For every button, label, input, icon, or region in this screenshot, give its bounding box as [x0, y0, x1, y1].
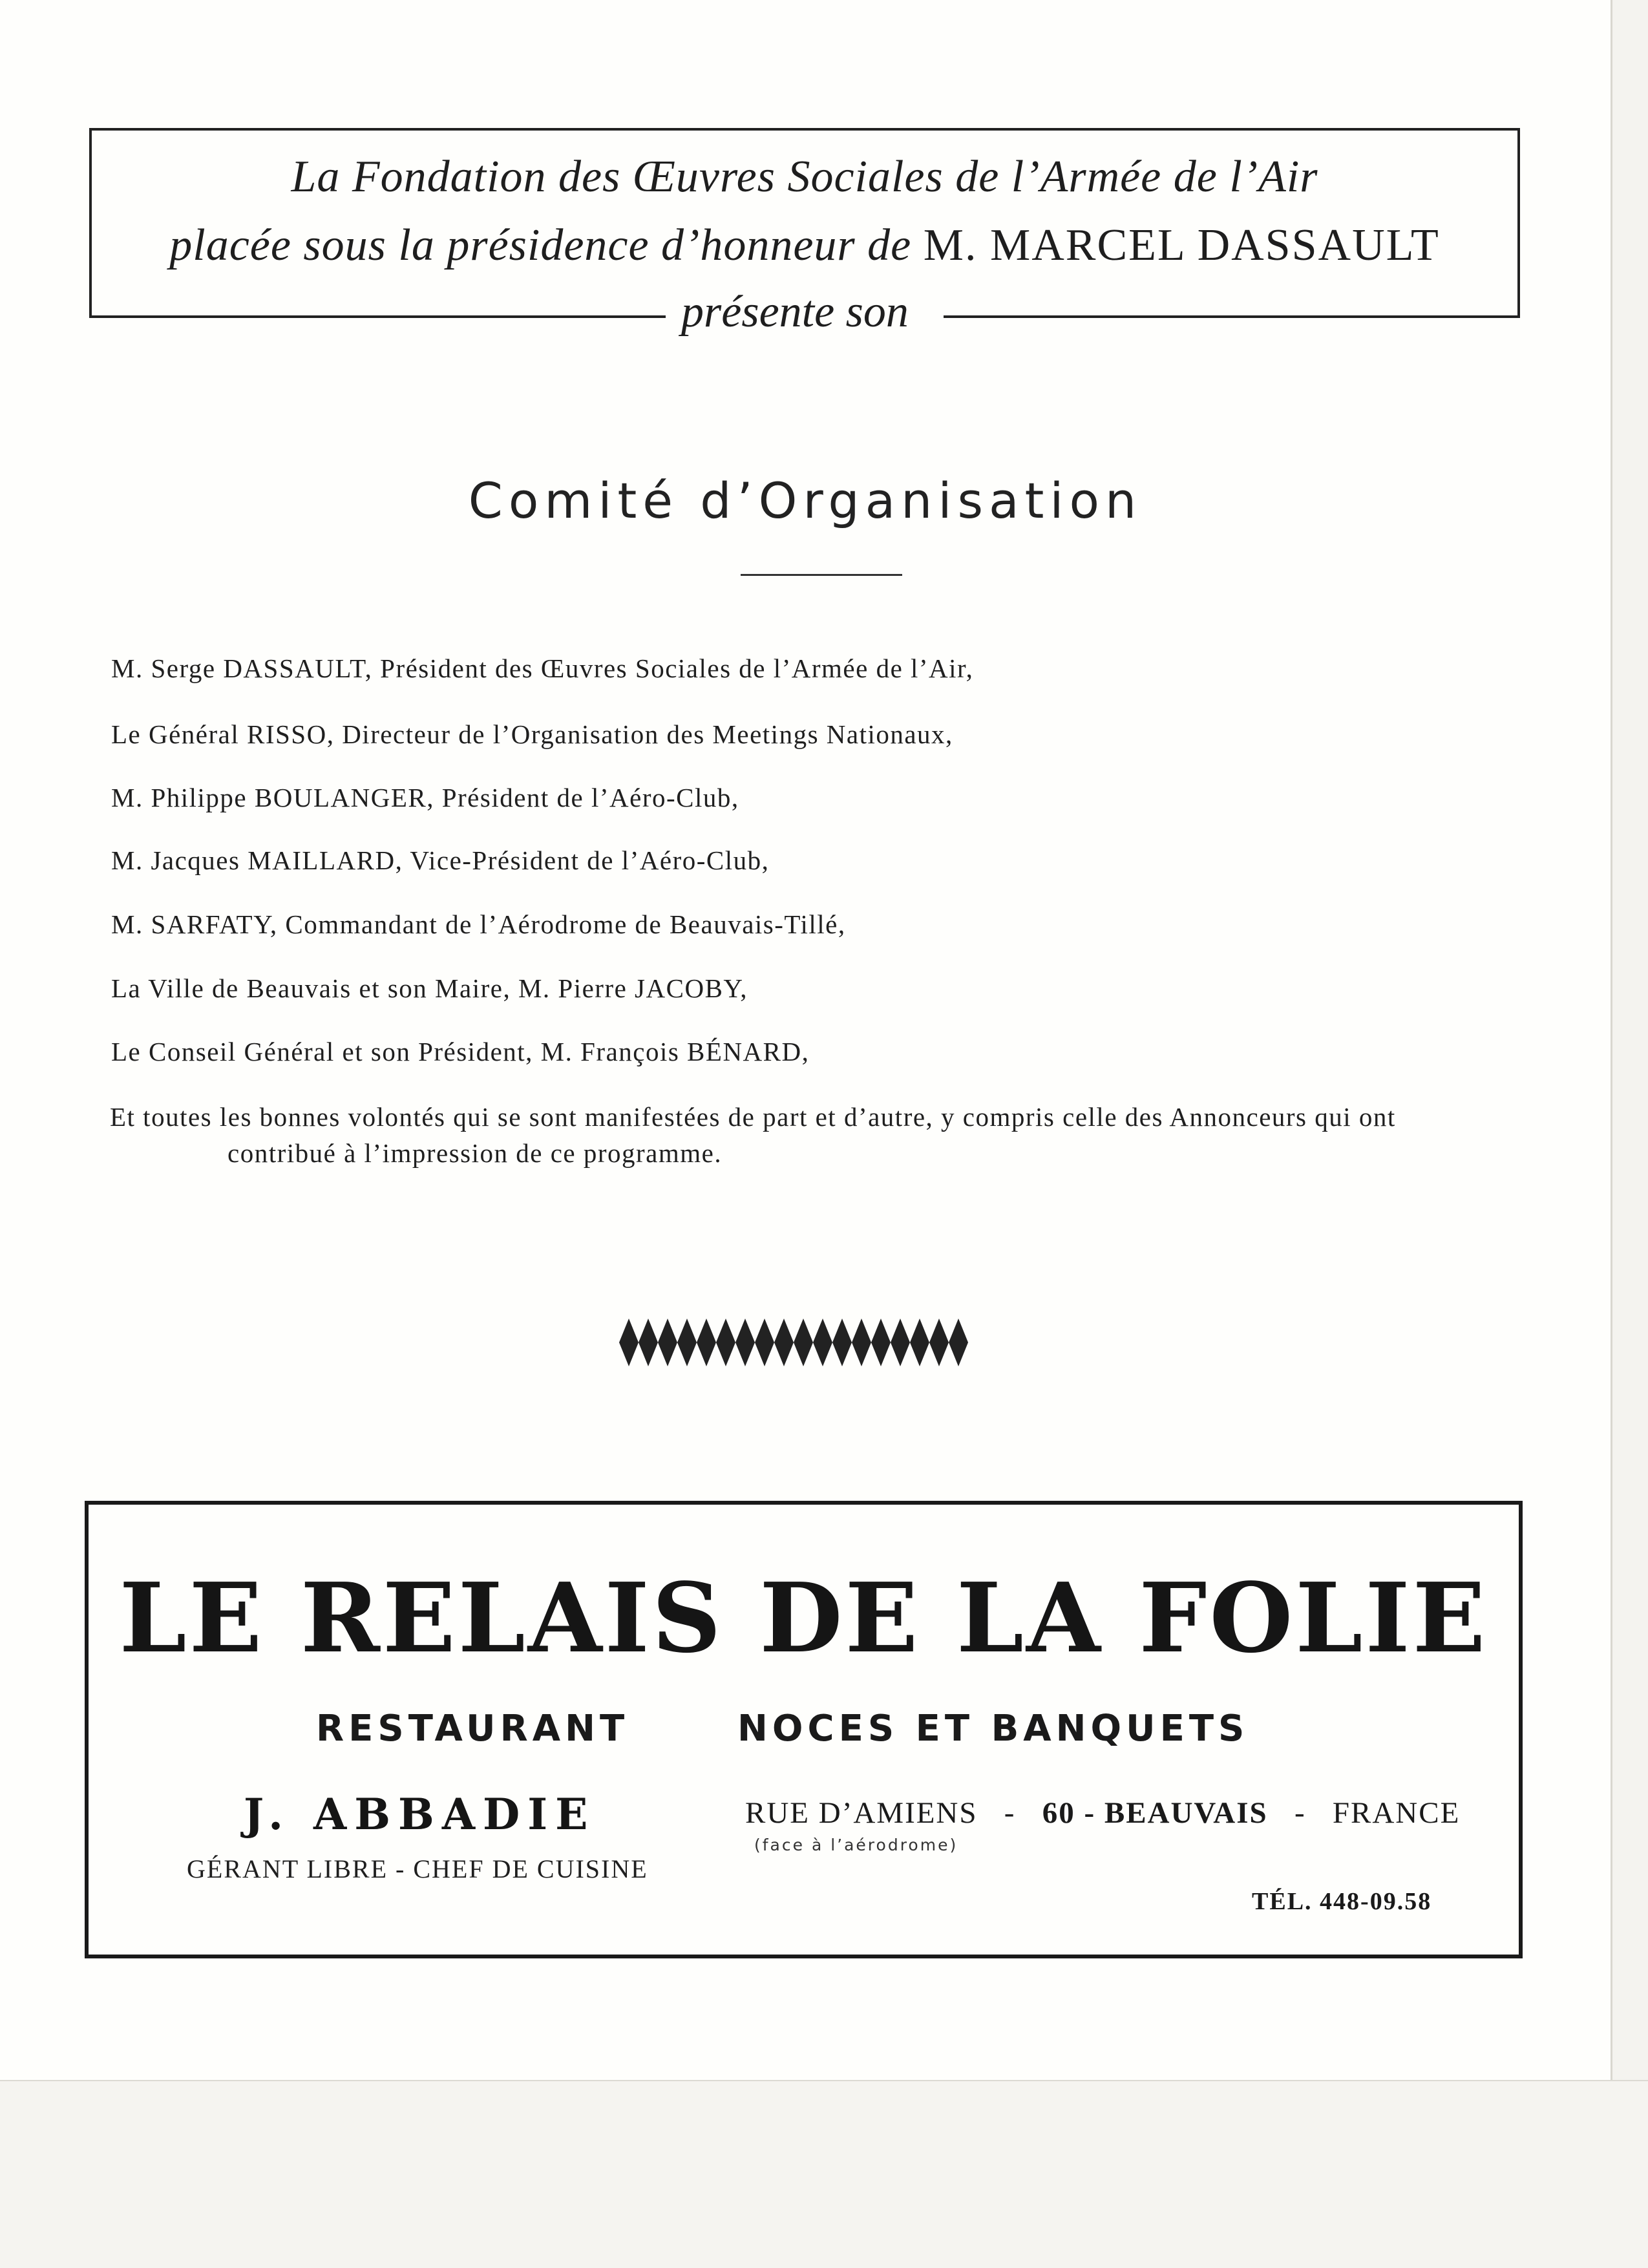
diamond-icon: [639, 1319, 658, 1366]
header-rule-right: [944, 315, 1520, 318]
presidency-line: [92, 220, 1517, 271]
header-rule-left: [89, 315, 666, 318]
diamond-icon: [891, 1319, 910, 1366]
committee-member: Le Général RISSO, Directeur de l’Organisation des Meetings Nationaux,: [111, 719, 953, 749]
committee-title: Comité d’Organisation: [468, 472, 1143, 529]
diamond-icon: [910, 1319, 929, 1366]
diamond-icon: [677, 1319, 697, 1366]
diamond-icon: [794, 1319, 813, 1366]
restaurant-name: LE RELAIS DE LA FOLIE: [119, 1562, 1488, 1674]
diamond-icon: [852, 1319, 871, 1366]
postcode-city: 60 - BEAUVAIS: [1042, 1796, 1268, 1830]
next-page-edge: [0, 2080, 1648, 2268]
presidency-text: placée sous la présidence d’honneur de: [169, 220, 912, 270]
honorary-president-name: M. MARCEL DASSAULT: [923, 220, 1440, 270]
diamond-icon: [716, 1319, 735, 1366]
committee-member: M. Jacques MAILLARD, Vice-Président de l’Aéro-Club,: [111, 845, 770, 875]
title-divider: [741, 574, 902, 576]
closing-line-1: Et toutes les bonnes volontés qui se sont manifestées de part et d’autre, y compris celle des Annonceurs qui ont: [110, 1102, 1396, 1132]
restaurant-category: RESTAURANT: [316, 1708, 629, 1750]
diamond-icon: [832, 1319, 852, 1366]
restaurant-advertisement: [85, 1501, 1523, 1958]
diamond-icon: [697, 1319, 716, 1366]
street: RUE D’AMIENS: [745, 1796, 978, 1830]
committee-closing: [110, 1099, 1490, 1171]
committee-member: La Ville de Beauvais et son Maire, M. Pierre JACOBY,: [111, 973, 748, 1003]
diamond-icon: [619, 1319, 639, 1366]
diamond-icon: [949, 1319, 968, 1366]
committee-member: M. Serge DASSAULT, Président des Œuvres Sociales de l’Armée de l’Air,: [111, 653, 974, 683]
address-note: (face à l’aérodrome): [754, 1836, 958, 1854]
owner-name: J. ABBADIE: [244, 1789, 596, 1839]
owner-role: GÉRANT LIBRE - CHEF DE CUISINE: [187, 1854, 648, 1883]
diamond-icon: [658, 1319, 677, 1366]
committee-member: M. Philippe BOULANGER, Président de l’Aéro-Club,: [111, 783, 739, 812]
events-category: NOCES ET BANQUETS: [737, 1708, 1249, 1750]
diamond-icon: [755, 1319, 774, 1366]
diamond-icon: [871, 1319, 891, 1366]
diamond-ornament: [619, 1319, 968, 1366]
diamond-icon: [929, 1319, 949, 1366]
restaurant-address: RUE D’AMIENS - 60 - BEAUVAIS - FRANCE: [745, 1796, 1461, 1830]
committee-member: M. SARFATY, Commandant de l’Aérodrome de Beauvais-Tillé,: [111, 909, 846, 939]
diamond-icon: [774, 1319, 794, 1366]
committee-member: Le Conseil Général et son Président, M. François BÉNARD,: [111, 1037, 810, 1066]
diamond-icon: [813, 1319, 832, 1366]
foundation-line: La Fondation des Œuvres Sociales de l’Armée de l’Air: [291, 152, 1318, 202]
closing-line-2: contribué à l’impression de ce programme.: [227, 1138, 723, 1168]
country: FRANCE: [1332, 1796, 1461, 1830]
presents-line: présente son: [666, 290, 924, 335]
diamond-icon: [735, 1319, 755, 1366]
phone-number: TÉL. 448-09.58: [1252, 1888, 1432, 1915]
